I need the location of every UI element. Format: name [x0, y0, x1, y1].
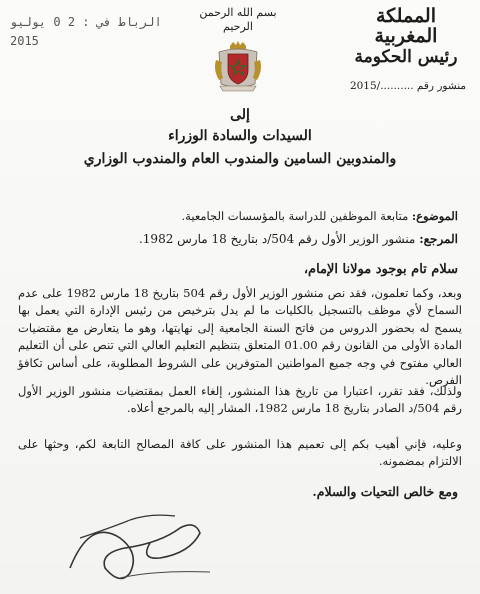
- reference-line: [22, 232, 458, 246]
- reference-text: منشور الوزير الأول رقم 504/د بتاريخ 18 مارس 1982.: [138, 232, 416, 246]
- letterhead-issuer: [346, 6, 466, 67]
- reference-label: المرجع:: [419, 232, 458, 246]
- body-paragraph-2: ولذلك، فقد تقرر، اعتبارا من تاريخ هذا المنشور، إلغاء العمل بمقتضيات منشور الوزير الأول رقم 504/د الصادر بتاريخ 18 مارس 1982، المشار إليه بالمرجع أعلاه.: [18, 384, 462, 416]
- kingdom-title: المملكة المغربية: [374, 5, 438, 47]
- subject-text: متابعة الموظفين للدراسة بالمؤسسات الجامعية.: [181, 209, 409, 223]
- greeting: سلام تام بوجود مولانا الإمام،: [303, 262, 458, 277]
- body-paragraph-1: وبعد، وكما تعلمون، فقد نص منشور الوزير الأول رقم 504 بتاريخ 18 مارس 1982 على عدم السماح لأي موظف بالتسجيل بالكليات ما لم يدل بترخيص من رئيس الإدارة التي يعمل بها يسمح له بحضور الدروس من فاتح السنة الجامعية إلى نهايتها، وهو ما يتعارض مع مقتضيات المادة الأولى من القانون رقم 01.00 المتعلق بتنظيم التعليم العالي التي تنص على أن التعليم العالي مفتوح في وجه جميع المواطنين المتوفرين على الشروط المطلوبة، على أساس تكافؤ الفرص.: [18, 286, 462, 388]
- letterhead-center: [183, 6, 293, 94]
- addressee-line-1: السيدات والسادة الوزراء: [168, 128, 312, 144]
- government-head-title: رئيس الحكومة: [354, 47, 458, 67]
- addressee-to: إلى: [230, 107, 250, 123]
- addressee-line-2: والمندوبين السامين والمندوب العام والمندوب الوزاري: [83, 151, 397, 167]
- closing-salutation: ومع خالص التحيات والسلام.: [312, 484, 458, 499]
- subject-label: الموضوع:: [411, 209, 458, 223]
- coat-of-arms-icon: [211, 40, 265, 94]
- circular-number: منشور رقم ........../2015: [349, 80, 466, 92]
- basmala: بسم الله الرحمن الرحيم: [199, 6, 277, 33]
- subject-line: [22, 209, 458, 223]
- date-stamp: الرباط في : 2 0 يوليو 2015: [10, 15, 162, 48]
- body-paragraph-3: وعليه، فإني أهيب بكم إلى تعميم هذا المنشور على كافة المصالح التابعة لكم، وحثها على الالتزام بمضمونه.: [18, 437, 462, 469]
- handwritten-signature: [60, 498, 220, 588]
